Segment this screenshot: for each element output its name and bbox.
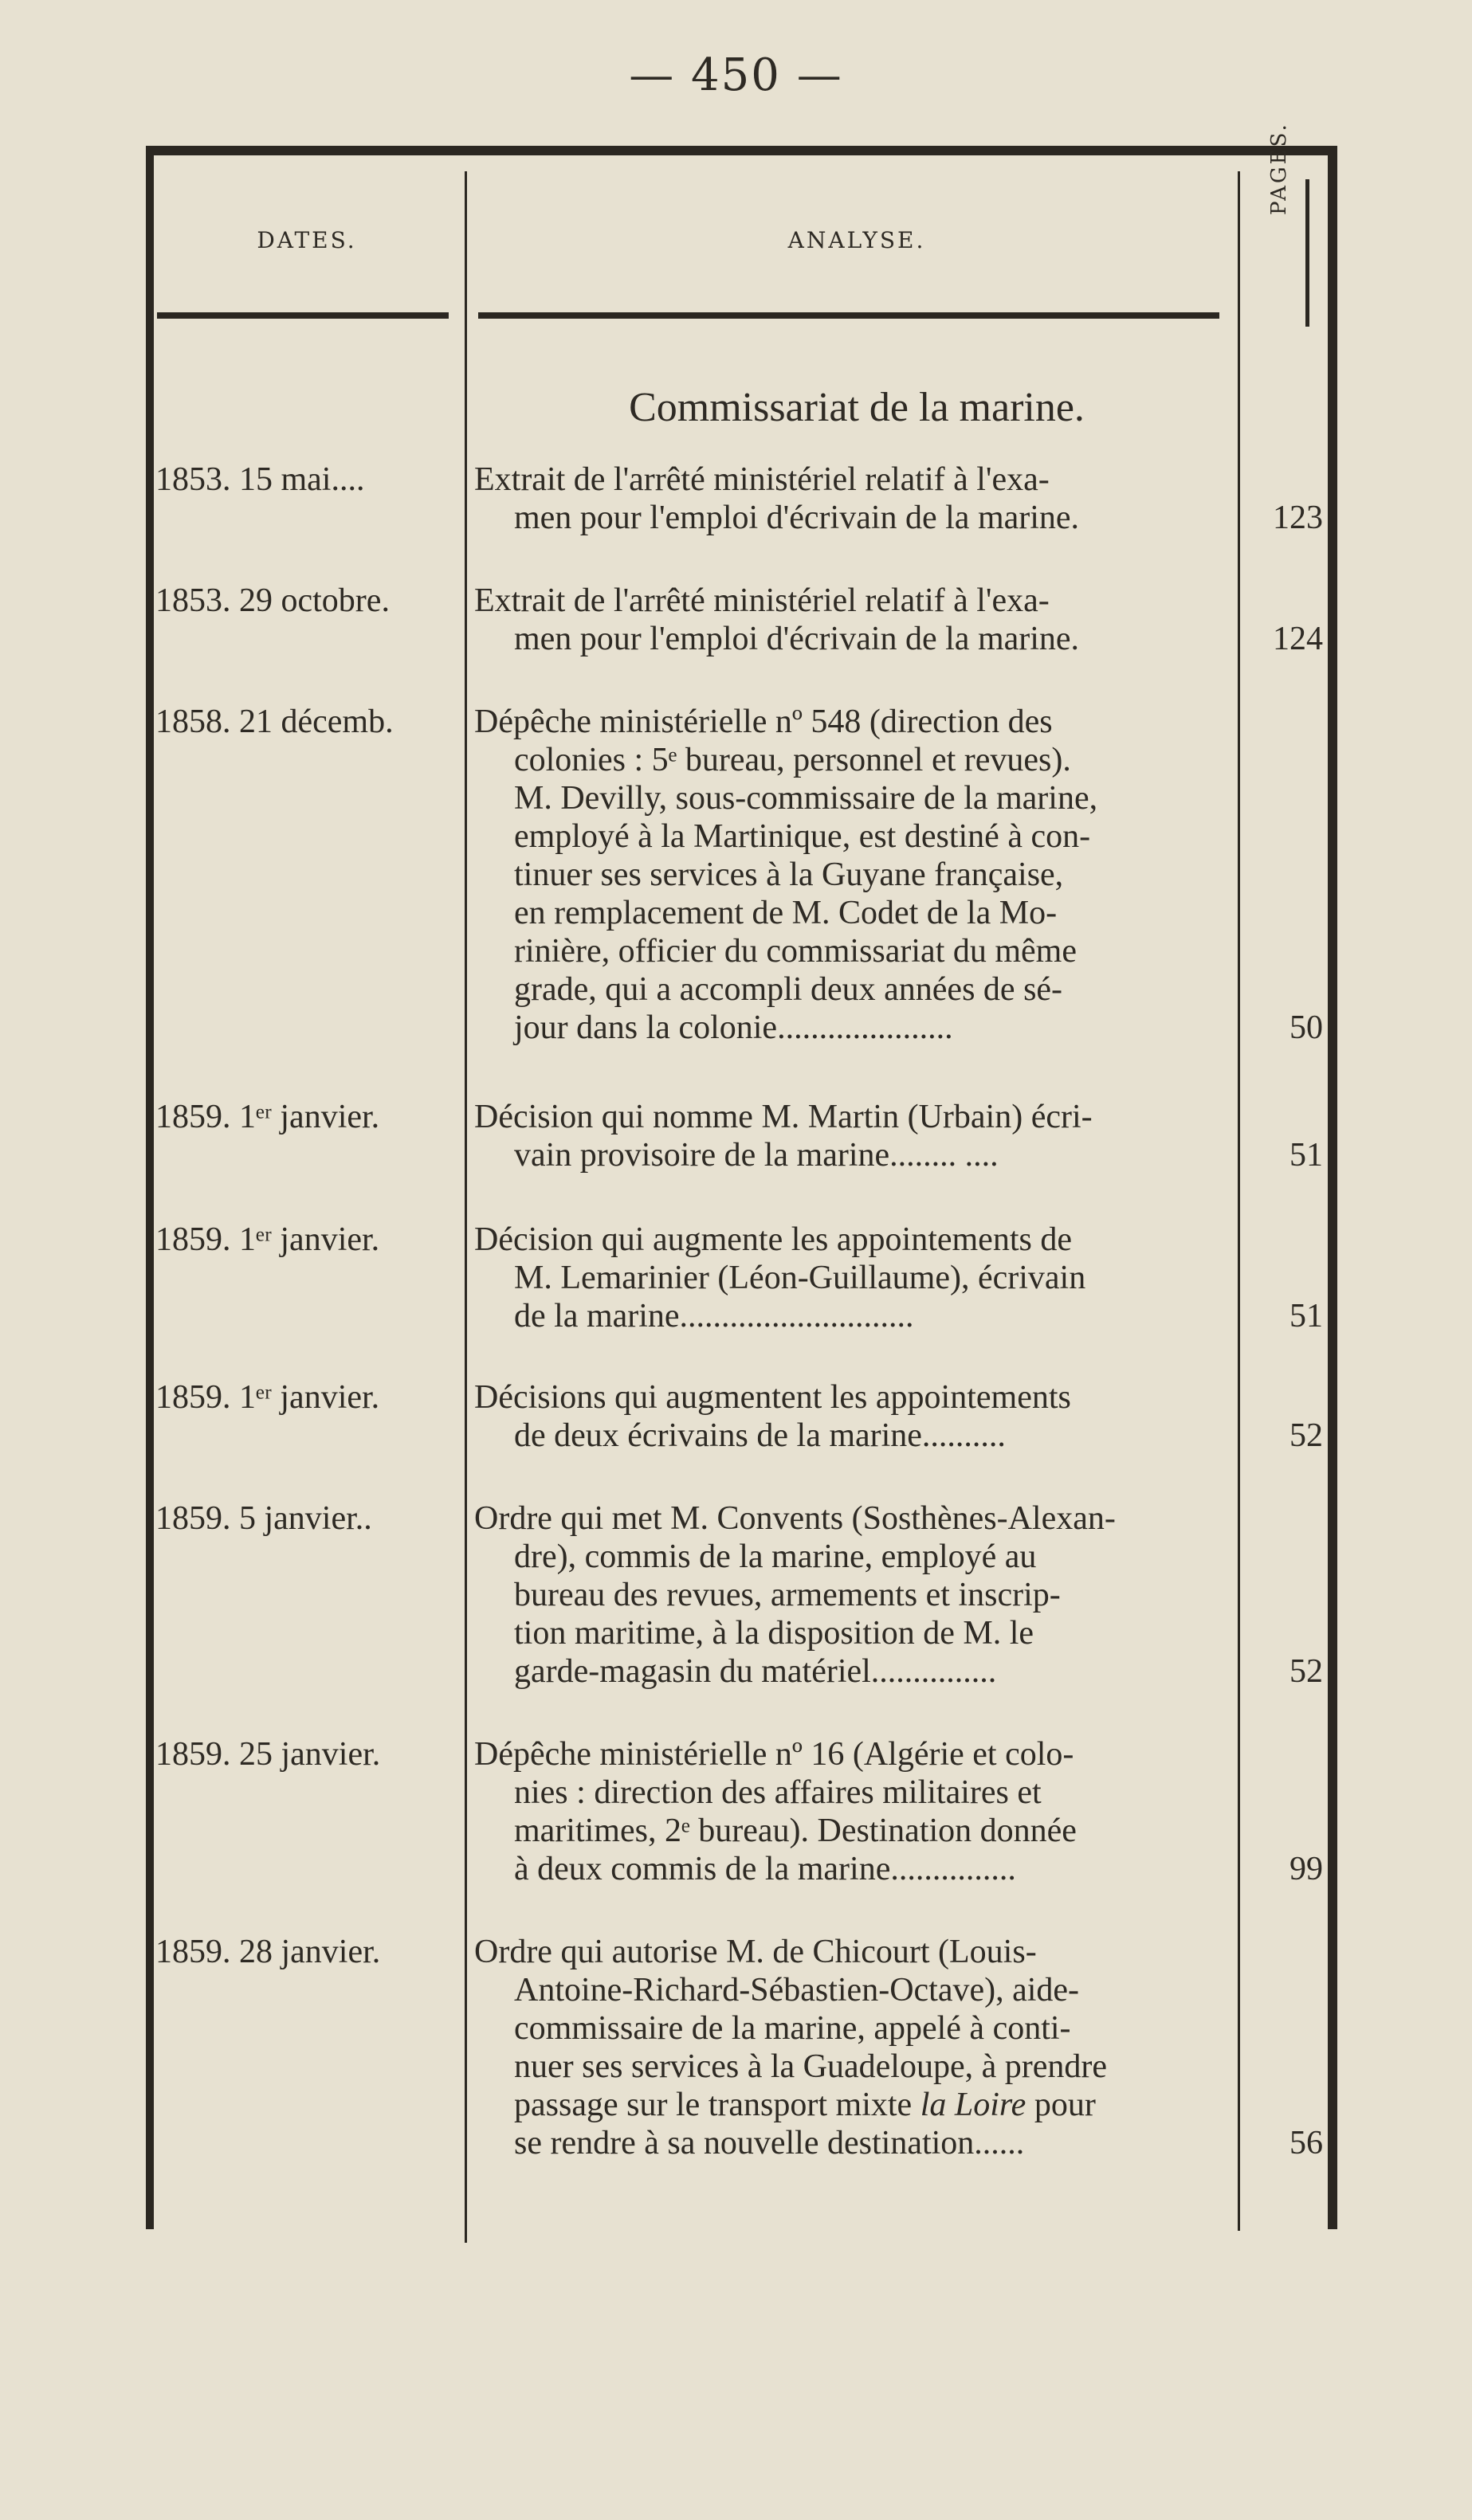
analysis-line: garde-magasin du matériel............... (514, 1653, 997, 1690)
right-border (1328, 146, 1337, 2229)
entry-date: 1859. 1ᵉʳ janvier. (155, 1379, 380, 1416)
analysis-line: employé à la Martinique, est destiné à con- (514, 818, 1091, 855)
analysis-line: tinuer ses services à la Guyane française, (514, 856, 1064, 893)
analysis-text: passage sur le transport mixte (514, 2087, 913, 2123)
analysis-line: nuer ses services à la Guadeloupe, à prendre (514, 2048, 1108, 2085)
header-rule-analyse (478, 312, 1219, 319)
pages-header-bar (1305, 179, 1309, 327)
date-column-divider (465, 171, 467, 2243)
entry-date: 1859. 1ᵉʳ janvier. (155, 1221, 380, 1258)
analysis-line: men pour l'emploi d'écrivain de la marine. (514, 500, 1080, 536)
entry-analysis (474, 582, 1235, 658)
analysis-line: Décision qui nomme M. Martin (Urbain) écri- (474, 1099, 1093, 1135)
analysis-line: en remplacement de M. Codet de la Mo- (514, 895, 1058, 931)
analysis-line: Extrait de l'arrêté ministériel relatif à l'exa- (474, 461, 1050, 498)
entry-analysis (474, 1378, 1235, 1455)
left-border (146, 146, 154, 2229)
analysis-line: dre), commis de la marine, employé au (514, 1538, 1037, 1575)
analysis-line: vain provisoire de la marine........ .... (514, 1137, 999, 1174)
analysis-line: de deux écrivains de la marine.......... (514, 1417, 1006, 1454)
dates-column-header: DATES. (257, 227, 357, 253)
header-rule-dates (157, 312, 449, 319)
entry-analysis (474, 1735, 1235, 1888)
entry-date: 1853. 15 mai.... (155, 461, 365, 498)
section-title: Commissariat de la marine. (629, 385, 1085, 430)
analysis-line: grade, qui a accompli deux années de sé- (514, 971, 1063, 1008)
analysis-line: de la marine............................ (514, 1298, 914, 1334)
analysis-line: maritimes, 2ᵉ bureau). Destination donnée (514, 1813, 1077, 1849)
ship-name: la Loire (920, 2087, 1026, 2123)
analysis-line: Ordre qui autorise M. de Chicourt (Louis- (474, 1934, 1037, 1970)
analysis-line: men pour l'emploi d'écrivain de la marine. (514, 621, 1080, 657)
entry-date: 1853. 29 octobre. (155, 582, 390, 619)
analysis-line: bureau des revues, armements et inscrip- (514, 1577, 1061, 1613)
entry-page: 124 (1273, 621, 1323, 657)
entry-page: 56 (1289, 2125, 1323, 2161)
entry-analysis (474, 1933, 1235, 2162)
analysis-line: Antoine-Richard-Sébastien-Octave), aide- (514, 1972, 1080, 2009)
pages-column-header: PAGES. (1267, 122, 1291, 215)
analysis-line: se rendre à sa nouvelle destination...... (514, 2125, 1025, 2161)
analysis-line: Dépêche ministérielle nº 548 (direction des (474, 703, 1053, 740)
entry-page: 52 (1289, 1417, 1323, 1454)
analysis-line: Dépêche ministérielle nº 16 (Algérie et colo- (474, 1736, 1074, 1773)
analyse-column-header: ANALYSE. (787, 227, 926, 253)
entry-analysis (474, 1098, 1235, 1174)
entry-page: 51 (1289, 1137, 1323, 1174)
page-number: — 450 — (629, 49, 843, 101)
entry-page: 52 (1289, 1653, 1323, 1690)
analysis-line: à deux commis de la marine............... (514, 1851, 1016, 1887)
analysis-line: nies : direction des affaires militaires et (514, 1774, 1042, 1811)
analysis-line: jour dans la colonie..................... (514, 1009, 953, 1046)
entry-page: 50 (1289, 1009, 1323, 1046)
entry-analysis (474, 703, 1235, 1047)
entry-date: 1858. 21 décemb. (155, 703, 394, 740)
analysis-line: M. Lemarinier (Léon-Guillaume), écrivain (514, 1260, 1086, 1296)
entry-date: 1859. 5 janvier.. (155, 1500, 372, 1537)
analysis-line: Ordre qui met M. Convents (Sosthènes-Alexan- (474, 1500, 1116, 1537)
analysis-line: tion maritime, à la disposition de M. le (514, 1615, 1034, 1652)
entry-page: 123 (1273, 500, 1323, 536)
analyse-column-divider (1238, 171, 1240, 2231)
analysis-line: Décisions qui augmentent les appointements (474, 1379, 1071, 1416)
entry-analysis (474, 1221, 1235, 1335)
analysis-line: colonies : 5ᵉ bureau, personnel et revues). (514, 742, 1071, 778)
entry-analysis (474, 460, 1235, 537)
analysis-line: M. Devilly, sous-commissaire de la marine, (514, 780, 1098, 817)
analysis-text: pour (1034, 2087, 1096, 2123)
analysis-line: commissaire de la marine, appelé à conti- (514, 2010, 1071, 2047)
analysis-line: Extrait de l'arrêté ministériel relatif à l'exa- (474, 582, 1050, 619)
entry-page: 99 (1289, 1851, 1323, 1887)
entry-page: 51 (1289, 1298, 1323, 1334)
entry-date: 1859. 1ᵉʳ janvier. (155, 1099, 380, 1135)
entry-date: 1859. 28 janvier. (155, 1934, 381, 1970)
entry-date: 1859. 25 janvier. (155, 1736, 381, 1773)
entry-analysis (474, 1499, 1235, 1691)
analysis-line: Décision qui augmente les appointements de (474, 1221, 1072, 1258)
analysis-line (474, 2086, 1235, 2124)
top-rule (146, 146, 1337, 155)
analysis-line: rinière, officier du commissariat du même (514, 933, 1077, 970)
